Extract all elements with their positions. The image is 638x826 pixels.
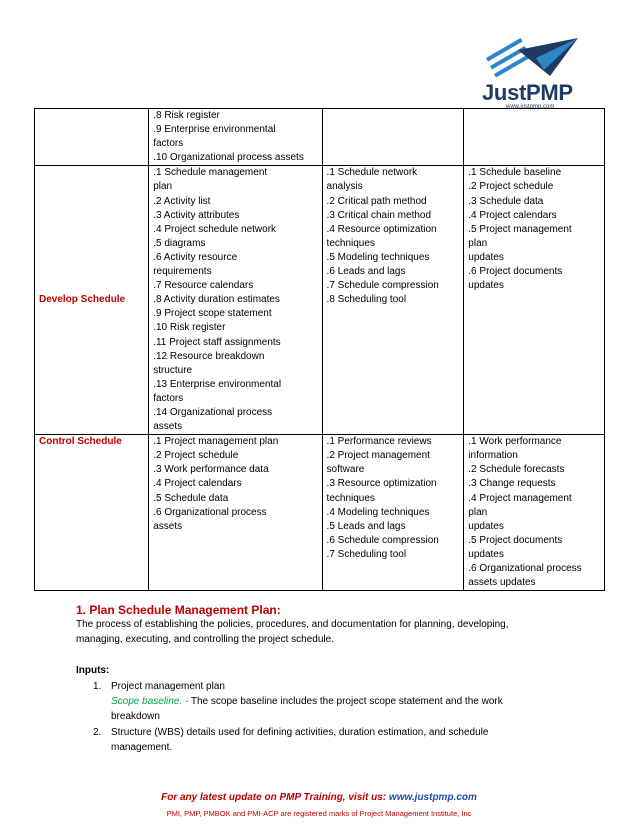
table-row [35,109,605,166]
cell-line: .9 Project scope statement [153,308,272,320]
tools-cell [322,166,464,435]
cell-line: .2 Project management [326,450,430,462]
cell-line: .3 Schedule data [468,195,544,207]
cell-line: updates [468,251,504,263]
list-item: Project management plan [111,681,225,692]
section-heading: 1. Plan Schedule Management Plan: [76,603,281,617]
tools-cell [322,435,464,591]
intro-line: The process of establishing the policies, procedures, and documentation for planning, developing, [76,619,509,630]
cell-line: .4 Resource optimization [326,223,437,235]
cell-line: .6 Organizational process [468,563,582,574]
cell-line: requirements [153,266,212,278]
cell-line: .5 Leads and lags [326,520,406,532]
cell-line: .1 Project management plan [153,436,279,448]
inputs-label: Inputs: [76,665,110,676]
cell-line: .10 Risk register [153,322,226,334]
cell-line: .4 Modeling techniques [326,506,430,518]
table-row [35,166,605,435]
footer-link[interactable]: www.justpmp.com [388,792,477,803]
cell-line: .4 Project calendars [468,209,557,221]
cell-line: .2 Activity list [153,195,211,207]
cell-line: assets [153,421,183,433]
list-subitem [111,694,571,710]
cell-line: plan [468,237,488,249]
cell-line: assets [153,520,183,532]
list-item-cont: management. [111,742,173,753]
cell-line: .7 Resource calendars [153,280,254,292]
cell-line: .7 Scheduling tool [326,548,407,560]
scope-baseline-label: Scope baseline. - [111,696,189,707]
list-number: 1. [93,681,102,692]
process-table [34,108,605,591]
cell-line: .6 Project documents [468,266,563,278]
footer-prefix: For any latest update on PMP Training, visit us: [161,792,389,803]
cell-line: updates [468,548,504,560]
cell-line: .2 Critical path method [326,195,427,207]
cell-line: .3 Change requests [468,478,556,490]
cell-line: .8 Activity duration estimates [153,294,280,306]
cell-line: .3 Activity attributes [153,209,240,221]
cell-line: factors [153,392,184,404]
cell-line: information [468,450,518,462]
cell-line: analysis [326,181,363,193]
cell-line: .1 Schedule network [326,167,418,179]
cell-line: .2 Schedule forecasts [468,464,565,476]
tools-cell [322,109,464,166]
cell-line: .2 Project schedule [153,450,239,462]
cell-line: .5 Modeling techniques [326,251,430,263]
cell-line: .6 Activity resource [153,251,238,263]
inputs-cell [149,109,322,166]
cell-line: plan [153,181,173,193]
cell-line: .5 Schedule data [153,492,229,504]
list-item: Structure (WBS) details used for defining activities, duration estimation, and schedule [111,727,489,738]
inputs-cell [149,166,322,435]
cell-line: .1 Performance reviews [326,436,432,448]
cell-line: .5 diagrams [153,237,206,249]
cell-line: .10 Organizational process assets [153,152,304,164]
cell-line: plan [468,506,488,518]
cell-line: .1 Schedule management [153,167,268,179]
cell-line: .7 Schedule compression [326,280,439,292]
cell-line: .5 Project management [468,223,572,235]
cell-line: .6 Leads and lags [326,266,406,278]
cell-line: .4 Project management [468,492,572,504]
cell-line: .5 Project documents [468,534,563,546]
cell-line: assets updates [468,577,536,589]
cell-line: .11 Project staff assignments [153,336,281,348]
process-name: Develop Schedule [35,166,149,435]
cell-line: techniques [326,492,375,504]
inputs-cell [149,435,322,591]
footer-update-line [0,792,638,803]
cell-line: updates [468,520,504,532]
outputs-cell [464,435,605,591]
list-number: 2. [93,727,102,738]
cell-line: .8 Risk register [153,110,220,121]
cell-line: .2 Project schedule [468,181,554,193]
list-subitem-cont: breakdown [111,711,160,722]
cell-line: .6 Schedule compression [326,534,439,546]
cell-line: .13 Enterprise environmental [153,378,282,390]
outputs-cell [464,166,605,435]
cell-line: .12 Resource breakdown [153,350,265,362]
cell-line: software [326,464,365,476]
logo-name: JustPMP [482,80,573,105]
intro-line: managing, executing, and controlling the project schedule. [76,634,334,645]
outputs-cell [464,109,605,166]
cell-line: .3 Work performance data [153,464,269,476]
scope-baseline-text: The scope baseline includes the project scope statement and the work [188,696,503,707]
process-cell [35,109,149,166]
cell-line: factors [153,138,184,150]
cell-line: .14 Organizational process [153,406,273,418]
cell-line: .4 Project schedule network [153,223,277,235]
footer-trademark: PMI, PMP, PMBOK and PMI-ACP are registered marks of Project Management Institute, Inc [166,809,472,818]
cell-line: .6 Organizational process [153,506,267,518]
cell-line: updates [468,280,504,292]
cell-line: .1 Work performance [468,436,562,448]
cell-line: techniques [326,237,375,249]
cell-line: .1 Schedule baseline [468,167,562,179]
cell-line: .3 Resource optimization [326,478,437,490]
logo-url: www.justpmp.com [506,104,555,110]
cell-line: .3 Critical chain method [326,209,432,221]
cell-line: .8 Scheduling tool [326,294,407,306]
process-name: Control Schedule [35,435,149,591]
table-row [35,435,605,591]
cell-line: structure [153,364,193,376]
cell-line: .9 Enterprise environmental [153,124,276,136]
cell-line: .4 Project calendars [153,478,242,490]
